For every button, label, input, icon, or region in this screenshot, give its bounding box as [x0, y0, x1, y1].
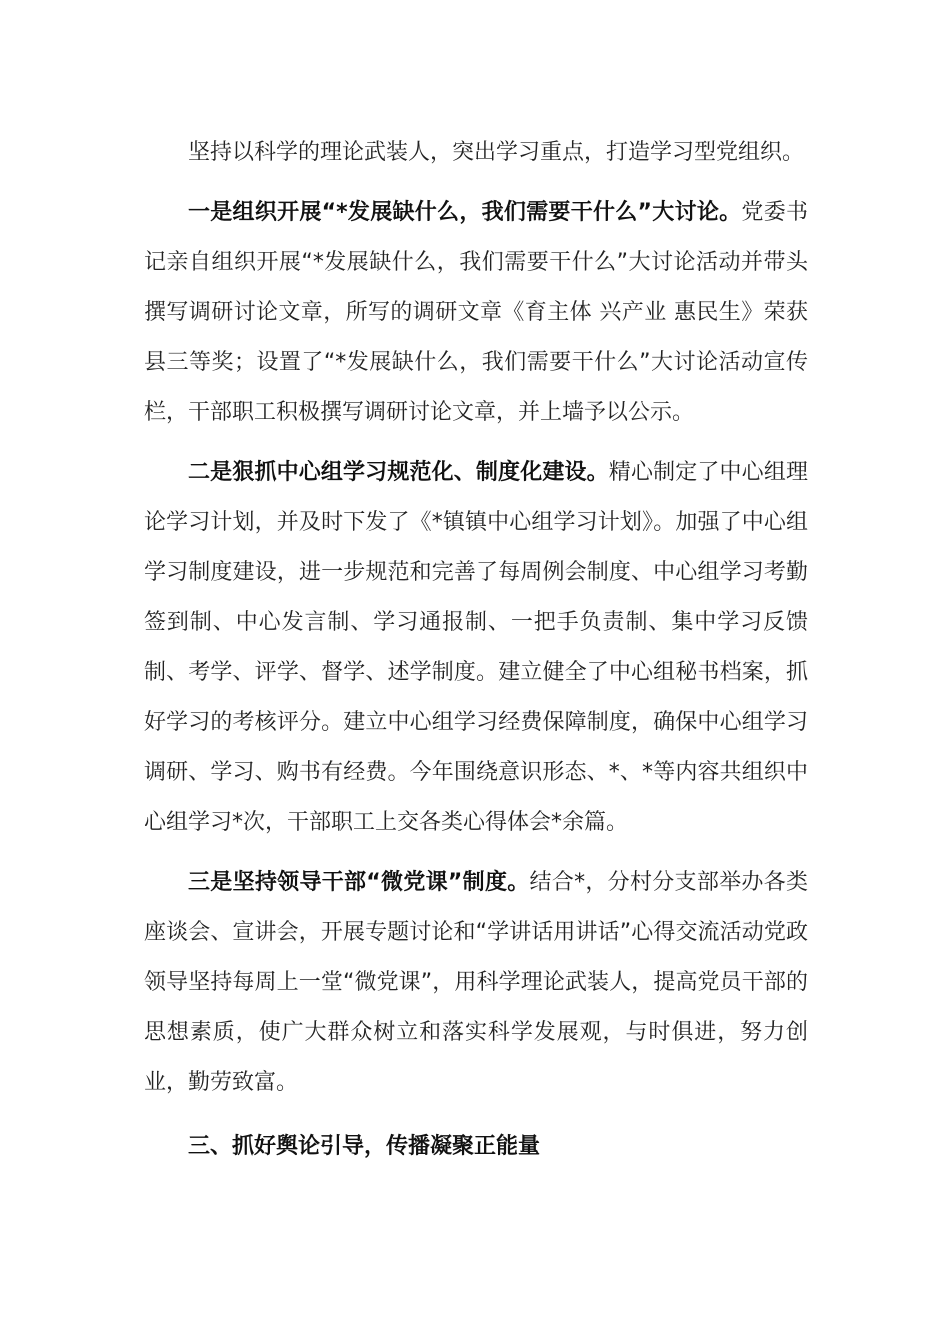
- paragraph-lead: 二是狠抓中心组学习规范化、制度化建设。: [188, 460, 609, 485]
- paragraph-body: 结合*，分村分支部举办各类座谈会、宣讲会，开展专题讨论和“学讲话用讲话”心得交流活动党政领导坚持每周上一堂“微党课”，用科学理论武装人，提高党员干部的思想素质，使广大群众树立和落实科学发展观，与时俱进，努力创业，勤劳致富。: [144, 870, 808, 1095]
- paragraph-lead: 三是坚持领导干部“微党课”制度。: [188, 870, 530, 895]
- paragraph-body: 党委书记亲自组织开展“*发展缺什么，我们需要干什么”大讨论活动并带头撰写调研讨论文章，所写的调研文章《育主体 兴产业 惠民生》荣获县三等奖；设置了“*发展缺什么，我们需要干什么”大讨论活动宣传栏，干部职工积极撰写调研讨论文章，并上墙予以公示。: [144, 200, 808, 425]
- paragraph-lead: 一是组织开展“*发展缺什么，我们需要干什么”大讨论。: [188, 200, 742, 225]
- paragraph-body: 精心制定了中心组理论学习计划，并及时下发了《*镇镇中心组学习计划》。加强了中心组学习制度建设，进一步规范和完善了每周例会制度、中心组学习考勤签到制、中心发言制、学习通报制、一把手负责制、集中学习反馈制、考学、评学、督学、述学制度。建立健全了中心组秘书档案，抓好学习的考核评分。建立中心组学习经费保障制度，确保中心组学习调研、学习、购书有经费。今年围绕意识形态、*、*等内容共组织中心组学习*次，干部职工上交各类心得体会*余篇。: [144, 460, 808, 835]
- intro-paragraph: 坚持以科学的理论武装人，突出学习重点，打造学习型党组织。: [188, 140, 805, 165]
- document-body: [144, 128, 808, 1182]
- paragraph-micro-party-class: [144, 858, 808, 1108]
- paragraph-study-system: [144, 448, 808, 848]
- section-heading: 三、抓好舆论引导，传播凝聚正能量: [188, 1134, 541, 1159]
- paragraph-organize-discussion: [144, 188, 808, 438]
